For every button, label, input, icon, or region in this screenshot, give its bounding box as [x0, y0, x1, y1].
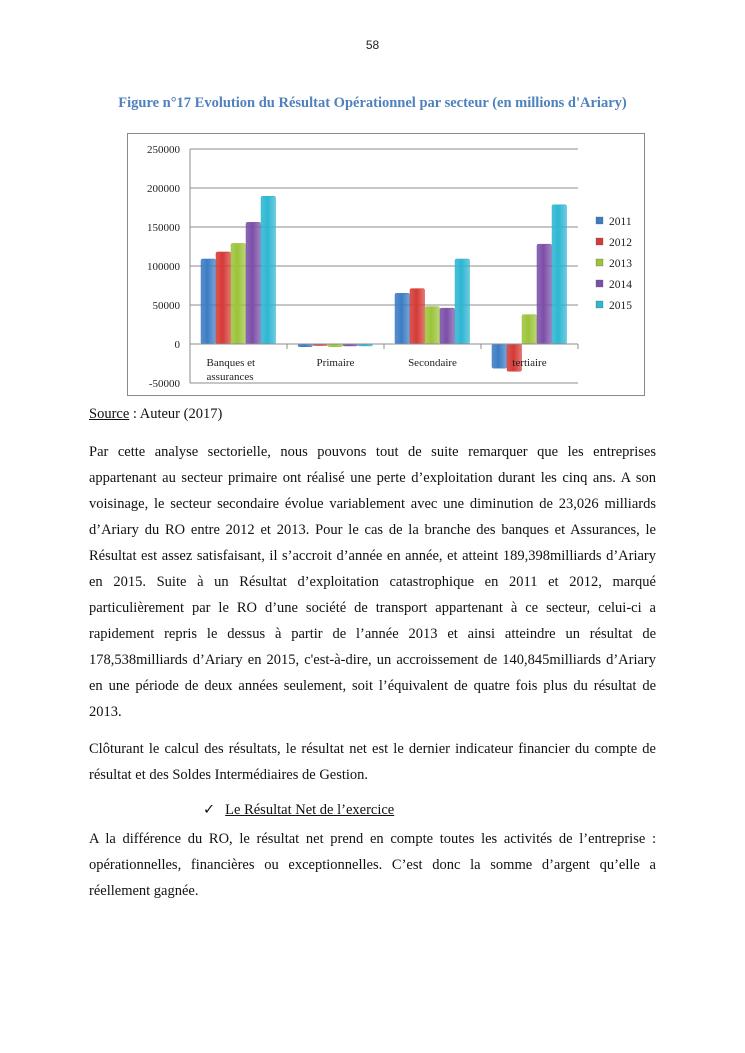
- chart-frame: [127, 133, 645, 396]
- checkmark-icon: ✓: [203, 802, 216, 818]
- y-tick-label: -50000: [148, 378, 180, 390]
- legend-swatch-2014: [596, 280, 603, 287]
- y-tick-label: 0: [174, 339, 180, 351]
- section-heading-text: Le Résultat Net de l’exercice: [225, 802, 395, 818]
- legend-swatch-2015: [596, 301, 603, 308]
- x-tick-label: Secondaire: [408, 357, 457, 369]
- y-axis-ticks: [147, 144, 181, 390]
- bar-2013-banques-et-assurances: [231, 243, 246, 344]
- legend-label-2013: 2013: [609, 258, 632, 270]
- bar-2011-secondaire: [395, 293, 410, 344]
- legend-swatch-2013: [596, 259, 603, 266]
- x-tick-label: Banques et assurances: [206, 357, 256, 383]
- legend-label-2012: 2012: [609, 237, 632, 249]
- bar-2015-secondaire: [455, 259, 470, 344]
- y-tick-label: 250000: [147, 144, 180, 156]
- legend-swatch-2012: [596, 238, 603, 245]
- bar-2014-secondaire: [440, 308, 455, 344]
- bar-2012-secondaire: [410, 289, 425, 344]
- paragraph-sector-analysis: Par cette analyse sectorielle, nous pouvons tout de suite remarquer que les entreprises appartenant au secteur primaire ont réalisé une perte d’exploitation durant les cinq ans. A son voisinage, le secteur secondaire évolue variablement avec une diminution de 23,026 milliards d’Ariary du RO entre 2012 et 2013. Pour le cas de la branche des banques et Assurances, le Résultat est assez satisfaisant, il s’accroit d’année en année, et atteint 189,398milliards d’Ariary en 2015. Suite à un Résultat d’exploitation catastrophique en 2011 et 2012, marqué particulièrement par le RO d’une société de transport appartenant à ce secteur, celui-ci a rapidement repris le dessus à partir de l’année 2013 et ainsi atteindre un résultat de 178,538milliards d’Ariary en 2015, c'est-à-dire, un accroissement de 140,845milliards d’Ariary en une période de deux années seulement, soit l’équivalent de quatre fois plus du résultat de 2013.: [89, 444, 656, 720]
- figure-source: [89, 406, 222, 423]
- legend-label-2011: 2011: [609, 216, 632, 228]
- y-tick-label: 100000: [147, 261, 180, 273]
- bar-2012-banques-et-assurances: [216, 252, 231, 344]
- y-tick-label: 50000: [152, 300, 180, 312]
- source-text: : Auteur (2017): [129, 406, 223, 422]
- bar-2011-banques-et-assurances: [201, 259, 216, 344]
- y-tick-label: 200000: [147, 183, 180, 195]
- legend: [596, 216, 632, 312]
- x-tick-label: Primaire: [316, 357, 355, 369]
- legend-swatch-2011: [596, 217, 603, 224]
- bar-2014-tertiaire: [537, 244, 552, 344]
- bar-chart: [128, 134, 646, 397]
- y-tick-label: 150000: [147, 222, 180, 234]
- legend-label-2014: 2014: [609, 279, 632, 291]
- section-heading: [203, 802, 394, 819]
- page-number: 58: [365, 38, 380, 52]
- bar-2013-tertiaire: [522, 315, 537, 344]
- bar-2014-banques-et-assurances: [246, 222, 261, 344]
- bar-2015-tertiaire: [552, 205, 567, 344]
- paragraph-net-result-definition: A la différence du RO, le résultat net prend en compte toutes les activités de l’entreprise : opérationnelles, financières ou exceptionnelles. C’est donc la somme d’argent qu’elle a réellement gagnée.: [89, 831, 656, 899]
- source-label: Source: [89, 406, 130, 422]
- x-tick-label: tertiaire: [512, 357, 547, 369]
- paragraph-net-result-intro: Clôturant le calcul des résultats, le résultat net est le dernier indicateur financier du compte de résultat et des Soldes Intermédiaires de Gestion.: [89, 741, 656, 783]
- bar-2013-secondaire: [425, 307, 440, 344]
- legend-label-2015: 2015: [609, 300, 632, 312]
- bar-2015-banques-et-assurances: [261, 196, 276, 344]
- figure-title: Figure n°17 Evolution du Résultat Opérationnel par secteur (en millions d'Ariary): [118, 95, 627, 111]
- bar-2011-tertiaire: [492, 344, 507, 368]
